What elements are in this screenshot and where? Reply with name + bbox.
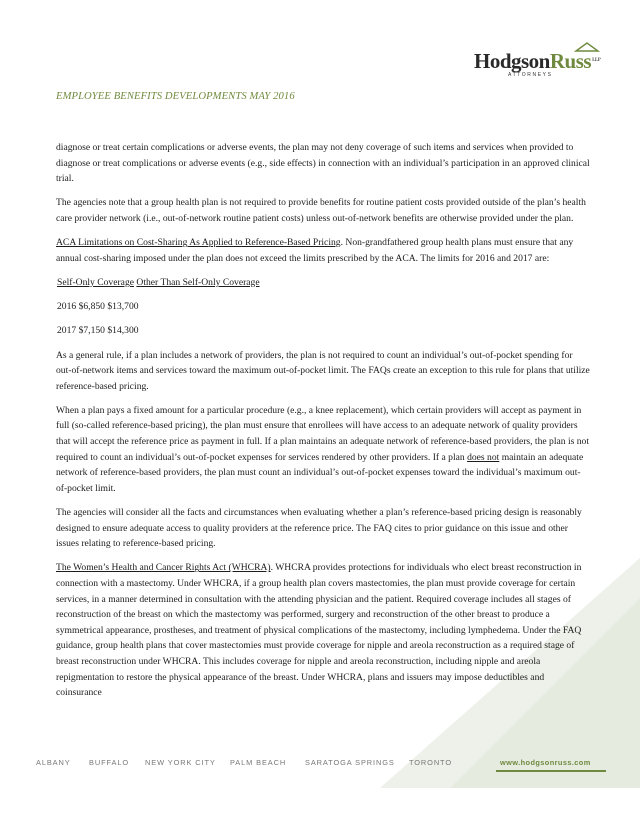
limits-table-header bbox=[56, 275, 590, 291]
limits-header-self-only: Self-Only Coverage bbox=[57, 276, 134, 288]
firm-logo bbox=[474, 50, 604, 80]
whcra-text: . WHCRA provides protections for individuals who elect breast reconstruction in connection with a mastectomy. Under WHCRA, if a group health plan covers mastectomies, the plan must provide coverage for certain services, in a manner determined in consultation with the attending physician and the patient. Required coverage includes all stages of reconstruction of the breast on which the mastectomy was performed, surgery and reconstruction of the other breast to produce a symmetrical appearance, prostheses, and treatment of physical complications of the mastectomy, including lymphedema. Under the FAQ guidance, group health plans that cover mastectomies must provide coverage for nipple and areola reconstruction as a required stage of breast reconstruction under WHCRA. This includes coverage for nipple and areola reconstruction, including nipple and areola repigmentation to restore the physical appearance of the breast. Under WHCRA, plans and issuers may impose deductibles and coinsurance bbox=[56, 562, 582, 699]
paragraph-reference-pricing bbox=[56, 403, 590, 497]
aca-text: . Non-grandfathered group health plans must ensure that any annual cost-sharing imposed under the plan does not exceed the limits prescribed by the ACA. The limits for 2016 and 2017 are: bbox=[56, 237, 574, 264]
paragraph-general-rule: As a general rule, if a plan includes a network of providers, the plan is not required to count an individual’s out-of-pocket spending for out-of-network items and services toward the maximum out-of-pocket limit. The FAQs create an exception to this rule for plans that utilize reference-based pricing. bbox=[56, 349, 590, 392]
section-heading-aca: ACA Limitations on Cost-Sharing As Applied to Reference-Based Pricing bbox=[56, 237, 341, 249]
footer-office-new-york-city: NEW YORK CITY bbox=[145, 758, 216, 767]
limits-header-other: Other Than Self-Only Coverage bbox=[136, 276, 260, 288]
logo-hodgson: Hodgson bbox=[474, 49, 550, 73]
reference-pricing-emphasis: does not bbox=[467, 451, 500, 463]
paragraph-aca-limitations bbox=[56, 235, 590, 266]
footer-office-toronto: TORONTO bbox=[409, 758, 452, 767]
footer-office-saratoga-springs: SARATOGA SPRINGS bbox=[305, 758, 395, 767]
logo-tagline: ATTORNEYS bbox=[508, 72, 553, 78]
footer-office-buffalo: BUFFALO bbox=[89, 758, 129, 767]
limits-row-2017: 2017 $7,150 $14,300 bbox=[57, 325, 139, 337]
footer-office-albany: ALBANY bbox=[36, 758, 71, 767]
footer-office-palm-beach: PALM BEACH bbox=[230, 758, 287, 767]
footer bbox=[0, 755, 640, 769]
logo-wordmark bbox=[474, 50, 600, 72]
limits-row-2016: 2016 $6,850 $13,700 bbox=[57, 301, 139, 313]
paragraph-out-of-network: The agencies note that a group health plan is not required to provide benefits for routine patient costs provided outside of the plan’s health care provider network (i.e., out-of-network routine patient costs) unless out-of-network benefits are otherwise provided under the plan. bbox=[56, 197, 586, 224]
paragraph-clinical-trials: diagnose or treat certain complications or adverse events, the plan may not deny coverage of such items and services when provided to diagnose or treat complications or adverse events (e.g., side effects) in connection with an individual’s participation in an approved clinical trial. bbox=[56, 142, 590, 185]
article-body bbox=[56, 140, 590, 709]
paragraph-agencies-consider: The agencies will consider all the facts and circumstances when evaluating whether a plan’s reference-based pricing design is reasonably designed to ensure adequate access to quality providers at the reference price. The FAQ cites to prior guidance on this issue and other issues relating to reference-based pricing. bbox=[56, 507, 582, 550]
newsletter-title: EMPLOYEE BENEFITS DEVELOPMENTS MAY 2016 bbox=[56, 91, 295, 102]
logo-llp: LLP bbox=[592, 58, 601, 63]
reference-pricing-text-b: maintain an adequate network of reference-based providers, the plan must count an individual’s out-of-pocket expenses toward the individual’s maximum out-of-pocket limit. bbox=[56, 451, 584, 494]
footer-website-link[interactable]: www.hodgsonruss.com bbox=[500, 758, 591, 767]
reference-pricing-text-a: When a plan pays a fixed amount for a particular procedure (e.g., a knee replacement), which certain providers will accept as payment in full (so-called reference-based pricing), the plan must ensure that enrollees will have access to an adequate network of quality providers that will accept the reference price as payment in full. If a plan maintains an adequate network of reference-based providers, the plan is not required to count an individual’s out-of-pocket expenses for services rendered by other providers. If a plan bbox=[56, 404, 590, 463]
section-heading-whcra: The Women’s Health and Cancer Rights Act (WHCRA) bbox=[56, 562, 271, 574]
footer-accent-rule bbox=[496, 770, 606, 772]
logo-russ: Russ bbox=[549, 49, 592, 73]
paragraph-whcra bbox=[56, 560, 590, 700]
